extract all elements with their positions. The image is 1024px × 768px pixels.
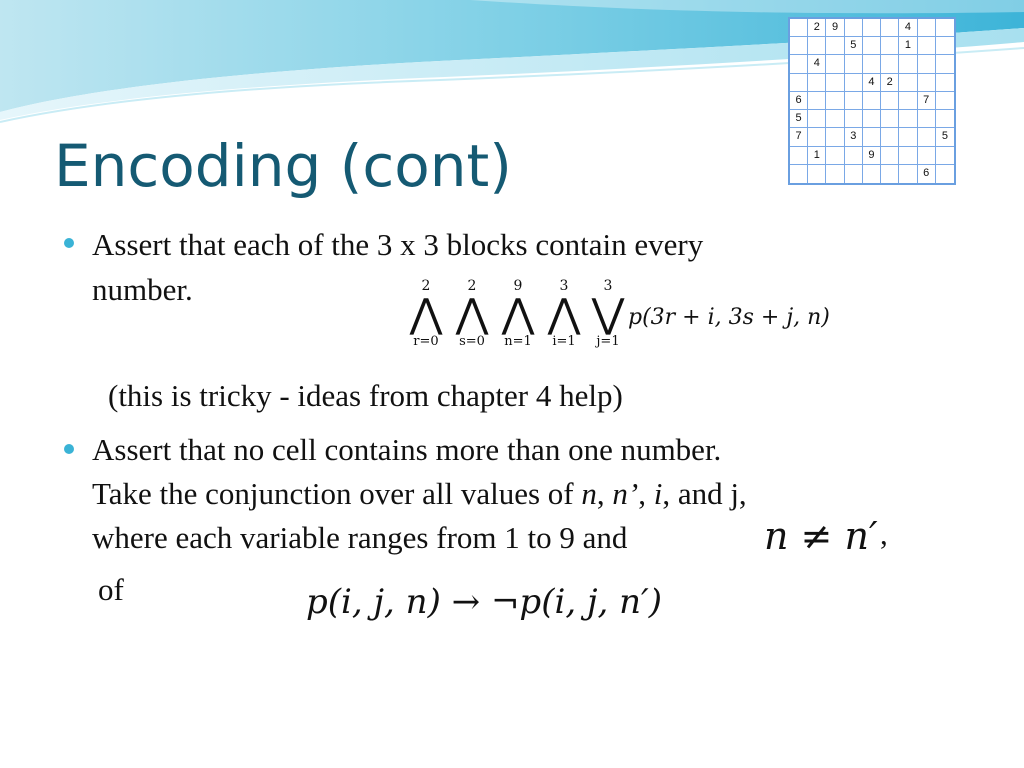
sudoku-cell: 1: [808, 147, 826, 165]
sudoku-cell: [845, 92, 863, 110]
sudoku-cell: [808, 128, 826, 146]
sudoku-cell: [863, 55, 881, 73]
sudoku-cell: [936, 110, 954, 128]
operator-lower-limit: r=0: [413, 334, 439, 349]
sudoku-cell: [936, 74, 954, 92]
conjunction-symbol: ⋀: [409, 291, 443, 337]
sudoku-cell: [790, 147, 808, 165]
sudoku-cell: 6: [790, 92, 808, 110]
var-i: i: [653, 476, 663, 511]
sudoku-cell: [863, 165, 881, 183]
operator-lower-limit: j=1: [596, 334, 620, 349]
sudoku-cell: [863, 128, 881, 146]
sudoku-cell: [881, 55, 899, 73]
big-operator-n: [496, 278, 540, 350]
operator-lower-limit: n=1: [504, 334, 532, 349]
sudoku-cell: [918, 147, 936, 165]
sudoku-cell: [808, 74, 826, 92]
sudoku-cell: [899, 165, 917, 183]
big-operator-i: [542, 278, 586, 350]
bullet2-line4: of: [98, 572, 124, 607]
sudoku-cell: [881, 165, 899, 183]
trailing-comma: ,: [880, 516, 888, 551]
tricky-note: (this is tricky - ideas from chapter 4 help): [108, 378, 623, 413]
sudoku-cell: 5: [790, 110, 808, 128]
sudoku-cell: 1: [899, 37, 917, 55]
sudoku-cell: 4: [899, 19, 917, 37]
slide-title: Encoding (cont): [54, 132, 512, 200]
sudoku-cell: [808, 37, 826, 55]
sudoku-cell: [918, 37, 936, 55]
sudoku-cell: [918, 19, 936, 37]
formula-body: p(3r + i, 3s + j, n): [628, 305, 830, 330]
sudoku-cell: [790, 74, 808, 92]
bullet2-line3: where each variable ranges from 1 to 9 and: [92, 520, 628, 555]
sudoku-cell: 5: [936, 128, 954, 146]
sudoku-cell: 7: [918, 92, 936, 110]
sudoku-cell: [936, 147, 954, 165]
line2-suffix: , and j,: [662, 476, 747, 511]
sudoku-cell: [790, 165, 808, 183]
sudoku-cell: [899, 128, 917, 146]
sudoku-cell: [918, 110, 936, 128]
sudoku-cell: [826, 92, 844, 110]
sudoku-cell: 4: [863, 74, 881, 92]
sudoku-cell: [936, 19, 954, 37]
sudoku-cell: [845, 55, 863, 73]
sudoku-cell: [881, 92, 899, 110]
sudoku-cell: [790, 37, 808, 55]
bullet1-line1: Assert that each of the 3 x 3 blocks contain every: [92, 227, 704, 262]
sudoku-cell: [808, 110, 826, 128]
sudoku-cell: 6: [918, 165, 936, 183]
sudoku-cell: [863, 110, 881, 128]
sudoku-cell: [826, 128, 844, 146]
sudoku-cell: [845, 19, 863, 37]
sudoku-cell: [808, 92, 826, 110]
sudoku-cell: [899, 55, 917, 73]
sudoku-cell: 3: [845, 128, 863, 146]
sudoku-cell: [899, 110, 917, 128]
sudoku-cell: [826, 165, 844, 183]
big-operator-r: [404, 278, 448, 350]
conjunction-symbol: ⋀: [547, 291, 581, 337]
conjunction-symbol: ⋀: [501, 291, 535, 337]
sudoku-cell: [790, 19, 808, 37]
sudoku-cell: [826, 37, 844, 55]
line2-prefix: Take the conjunction over all values of: [92, 476, 582, 511]
operator-upper-limit: 2: [467, 278, 477, 294]
sudoku-cell: [845, 110, 863, 128]
sudoku-cell: [936, 55, 954, 73]
sudoku-cell: 4: [808, 55, 826, 73]
bullet-marker: [64, 444, 74, 454]
sudoku-cell: [826, 74, 844, 92]
sudoku-cell: [881, 128, 899, 146]
bullet2-line1: Assert that no cell contains more than one number.: [92, 432, 722, 467]
operator-lower-limit: i=1: [552, 334, 576, 349]
operator-upper-limit: 9: [513, 278, 523, 294]
disjunction-symbol: ⋁: [591, 291, 625, 337]
implication-formula: p(i, j, n) → ¬p(i, j, n′): [306, 582, 662, 622]
sudoku-cell: [918, 55, 936, 73]
sudoku-cell: [808, 165, 826, 183]
sudoku-cell: [863, 92, 881, 110]
bullet-marker: [64, 238, 74, 248]
sudoku-cell: [899, 147, 917, 165]
operator-upper-limit: 3: [603, 278, 613, 294]
sudoku-cell: 5: [845, 37, 863, 55]
sudoku-cell: [881, 19, 899, 37]
sudoku-cell: [826, 110, 844, 128]
not-equal-formula: n ≠ n′: [764, 514, 878, 558]
sudoku-cell: [845, 74, 863, 92]
sudoku-cell: 2: [808, 19, 826, 37]
sudoku-cell: [845, 165, 863, 183]
sudoku-cell: [881, 110, 899, 128]
sudoku-cell: [881, 37, 899, 55]
sudoku-cell: [826, 55, 844, 73]
sudoku-cell: [918, 128, 936, 146]
sudoku-cell: [863, 19, 881, 37]
bullet2-line2: [92, 472, 747, 516]
sudoku-cell: [899, 92, 917, 110]
sudoku-cell: 7: [790, 128, 808, 146]
sudoku-cell: [826, 147, 844, 165]
sudoku-cell: [936, 165, 954, 183]
sudoku-cell: [881, 147, 899, 165]
big-operator-s: [450, 278, 494, 350]
block-constraint-formula: [404, 278, 864, 368]
sudoku-cell: 2: [881, 74, 899, 92]
sudoku-cell: 9: [826, 19, 844, 37]
sudoku-cell: [845, 147, 863, 165]
operator-upper-limit: 3: [559, 278, 569, 294]
operator-lower-limit: s=0: [459, 334, 485, 349]
sudoku-cell: 9: [863, 147, 881, 165]
sudoku-cell: [863, 37, 881, 55]
var-n: n: [581, 476, 597, 511]
separator: ,: [596, 476, 613, 511]
sudoku-cell: [899, 74, 917, 92]
sudoku-cell: [790, 55, 808, 73]
operator-upper-limit: 2: [421, 278, 431, 294]
sudoku-grid: [788, 17, 956, 185]
sudoku-cell: [936, 92, 954, 110]
sudoku-cell: [936, 37, 954, 55]
sudoku-cell: [918, 74, 936, 92]
var-n-prime: n’: [612, 476, 639, 511]
separator: ,: [638, 476, 654, 511]
conjunction-symbol: ⋀: [455, 291, 489, 337]
big-operator-j: [586, 278, 630, 350]
bullet1-line2: number.: [92, 272, 193, 307]
